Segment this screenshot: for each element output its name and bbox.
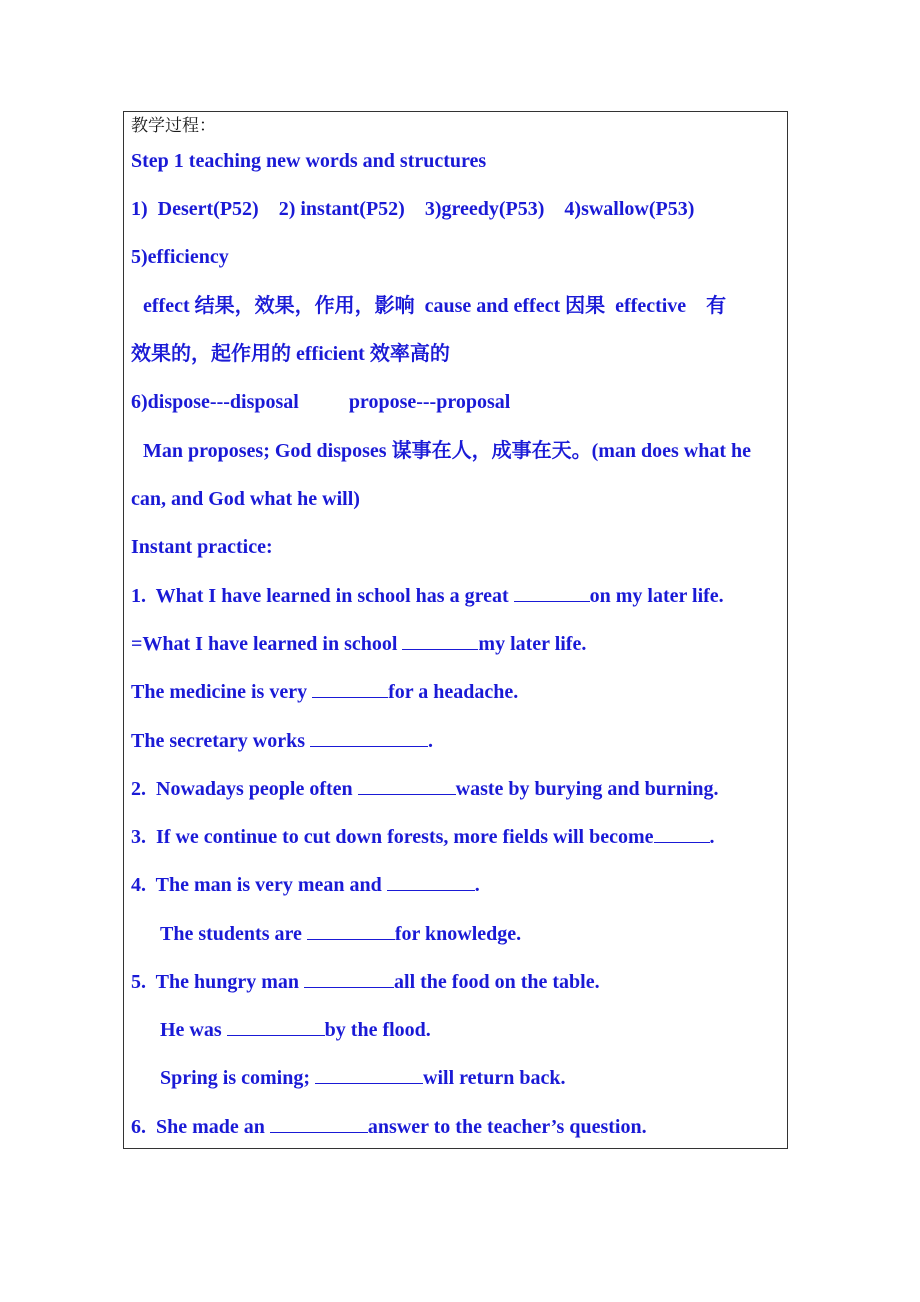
question-text: The students are (160, 923, 307, 945)
proverb-line-2: can, and God what he will) (131, 488, 360, 510)
question-text: 3. If we continue to cut down forests, more fields will become (131, 826, 654, 848)
step-title: Step 1 teaching new words and structures (131, 150, 487, 172)
question-text: waste by burying and burning. (455, 778, 719, 800)
question-4a (131, 872, 480, 897)
answer-blank[interactable] (358, 776, 456, 795)
answer-blank[interactable] (312, 679, 388, 698)
question-text: The secretary works (131, 730, 311, 752)
question-text: on my later life. (589, 585, 724, 607)
question-1c (131, 679, 518, 704)
question-1d (131, 728, 433, 753)
answer-blank[interactable] (227, 1017, 325, 1036)
question-4b (160, 921, 521, 946)
section-header: 教学过程： (131, 116, 216, 136)
question-text: 5. The hungry man (131, 971, 305, 993)
question-1a (131, 583, 724, 608)
question-text: 2. Nowadays people often (131, 778, 358, 800)
question-text: He was (160, 1019, 227, 1041)
question-text: for knowledge. (394, 923, 522, 945)
question-text: . (709, 826, 715, 848)
answer-blank[interactable] (402, 631, 478, 650)
dispose-line: 6)dispose---disposal propose---proposal (131, 391, 511, 413)
proverb-line-1: Man proposes; God disposes 谋事在人，成事在天。(man does what he (143, 440, 752, 462)
question-text: . (428, 730, 434, 752)
question-text: Spring is coming; (160, 1067, 316, 1089)
answer-blank[interactable] (654, 824, 710, 843)
question-2 (131, 776, 719, 801)
vocab-line-2: 5)efficiency (131, 246, 229, 268)
question-text: . (474, 874, 480, 896)
question-6 (131, 1114, 647, 1139)
question-5a (131, 969, 600, 994)
answer-blank[interactable] (514, 583, 590, 602)
question-text: will return back. (423, 1067, 566, 1089)
answer-blank[interactable] (270, 1114, 368, 1133)
answer-blank[interactable] (304, 969, 394, 988)
vocab-line-1: 1) Desert(P52) 2) instant(P52) 3)greedy(P53) 4)swallow(P53) (131, 198, 695, 220)
question-3 (131, 824, 715, 849)
answer-blank[interactable] (315, 1065, 423, 1084)
answer-blank[interactable] (310, 728, 428, 747)
answer-blank[interactable] (307, 921, 395, 940)
question-text: my later life. (478, 633, 587, 655)
question-text: =What I have learned in school (131, 633, 403, 655)
practice-title: Instant practice: (131, 536, 273, 558)
effect-line-2: 效果的，起作用的 efficient 效率高的 (131, 343, 450, 365)
question-text: 6. She made an (131, 1116, 270, 1138)
question-text: answer to the teacher’s question. (367, 1116, 647, 1138)
question-text: The medicine is very (131, 681, 313, 703)
question-5c (160, 1065, 565, 1090)
question-text: by the flood. (324, 1019, 431, 1041)
answer-blank[interactable] (387, 872, 475, 891)
question-text: 1. What I have learned in school has a great (131, 585, 514, 607)
question-text: 4. The man is very mean and (131, 874, 387, 896)
question-text: all the food on the table. (394, 971, 600, 993)
question-5b (160, 1017, 431, 1042)
question-1b (131, 631, 586, 656)
question-text: for a headache. (388, 681, 519, 703)
effect-line-1: effect 结果，效果，作用，影响 cause and effect 因果 effective 有 (143, 295, 727, 317)
